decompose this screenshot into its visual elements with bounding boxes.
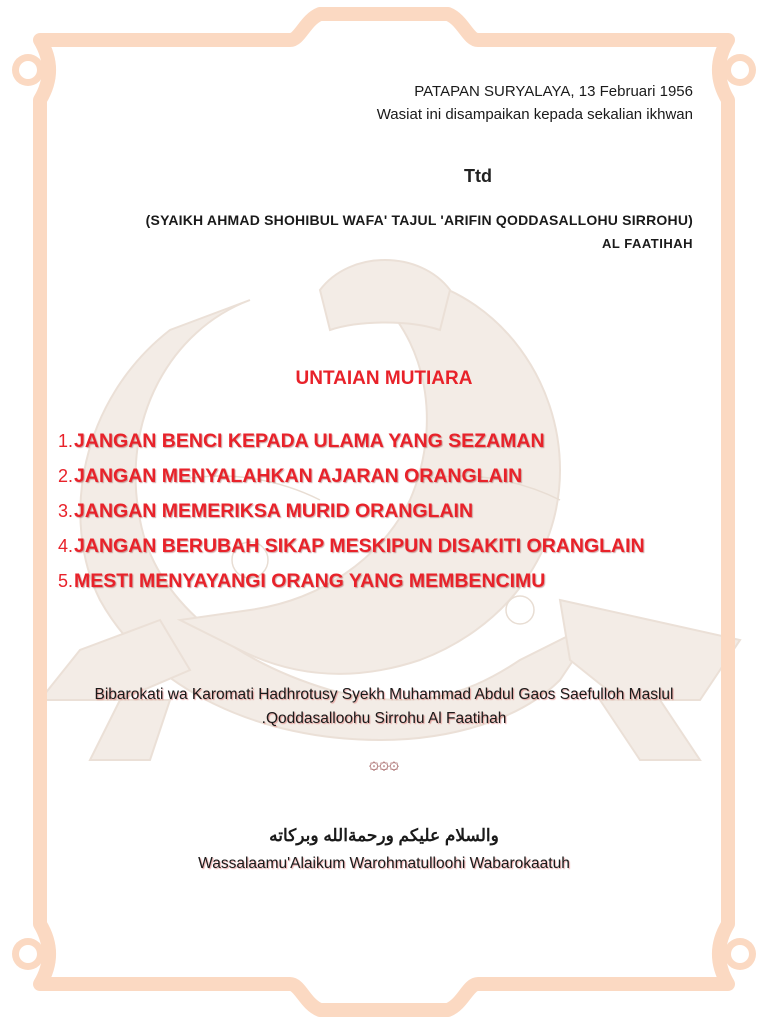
syaikh-name: (SYAIKH AHMAD SHOHIBUL WAFA' TAJUL 'ARIFIN QODDASALLOHU SIRROHU) xyxy=(145,212,693,228)
list-item xyxy=(58,463,645,498)
ornament-icon: ۞۞۞ xyxy=(369,754,399,773)
bibarokati-line-2: .Qoddasalloohu Sirrohu Al Faatihah xyxy=(261,710,507,727)
list-item-text: JANGAN MENYALAHKAN AJARAN ORANGLAIN xyxy=(74,465,523,487)
arabic-salam: والسلام عليكم ورحمةالله وبركاته xyxy=(269,826,499,845)
list-item-text: JANGAN BERUBAH SIKAP MESKIPUN DISAKITI ORANGLAIN xyxy=(74,535,645,557)
list-item-number: 2. xyxy=(58,466,74,486)
untaian-title: UNTAIAN MUTIARA xyxy=(295,368,473,389)
al-faatihah-label: AL FAATIHAH xyxy=(602,236,693,251)
list-item-number: 5. xyxy=(58,571,74,591)
list-item xyxy=(58,428,645,463)
bibarokati-line-1: Bibarokati wa Karomati Hadhrotusy Syekh Muhammad Abdul Gaos Saefulloh Maslul xyxy=(94,686,674,703)
list-item xyxy=(58,568,645,603)
list-item-number: 3. xyxy=(58,501,74,521)
list-item-text: JANGAN BENCI KEPADA ULAMA YANG SEZAMAN xyxy=(74,430,545,452)
list-item xyxy=(58,533,645,568)
place-date: PATAPAN SURYALAYA, 13 Februari 1956 xyxy=(414,83,693,100)
list-item xyxy=(58,498,645,533)
list-item-text: MESTI MENYAYANGI ORANG YANG MEMBENCIMU xyxy=(74,570,546,592)
untaian-list xyxy=(58,428,645,603)
list-item-text: JANGAN MEMERIKSA MURID ORANGLAIN xyxy=(74,500,474,522)
wassalaam-line: Wassalaamu'Alaikum Warohmatulloohi Wabarokaatuh xyxy=(198,855,570,872)
wasiat-line: Wasiat ini disampaikan kepada sekalian ikhwan xyxy=(376,106,693,123)
list-item-number: 4. xyxy=(58,536,74,556)
ttd-label: Ttd xyxy=(464,166,492,186)
list-item-number: 1. xyxy=(58,431,74,451)
